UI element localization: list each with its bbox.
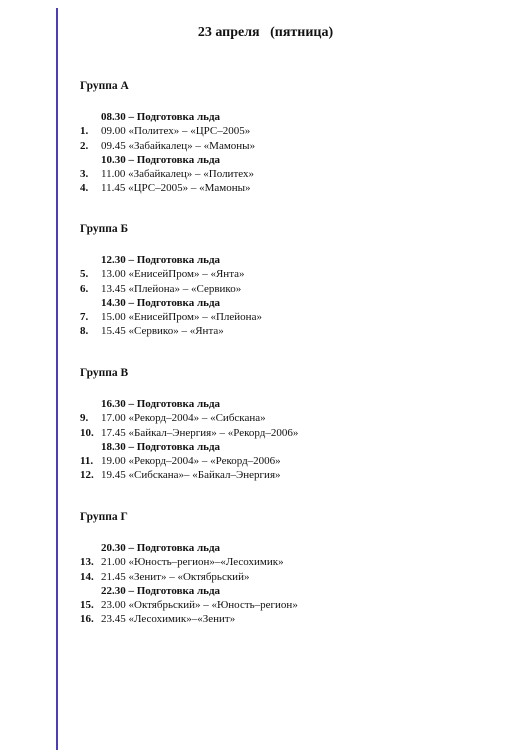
row-text: 19.45 «Сибскана»– «Байкал–Энергия» <box>101 469 281 482</box>
row-text: 15.00 «ЕнисейПром» – «Плейона» <box>101 311 262 324</box>
group-g-section <box>80 509 298 627</box>
ice-prep-row <box>80 397 221 411</box>
row-text: 09.45 «Забайкалец» – «Мамоны» <box>101 139 256 152</box>
group-schedule <box>80 253 262 339</box>
group-heading: Группа В <box>80 367 129 379</box>
ice-prep-row <box>80 541 221 555</box>
ice-prep-row <box>80 110 221 124</box>
row-text: 11.00 «Забайкалец» – «Политех» <box>101 168 254 181</box>
match-row <box>80 139 256 153</box>
row-text: 15.45 «Сервико» – «Янта» <box>101 325 224 338</box>
row-number: 8. <box>80 325 89 338</box>
row-number: 7. <box>80 311 89 324</box>
match-row <box>80 612 236 626</box>
row-text: 12.30 – Подготовка льда <box>101 254 221 266</box>
group-schedule <box>80 397 299 483</box>
ice-prep-row <box>80 153 221 167</box>
group-schedule <box>80 541 298 627</box>
match-row <box>80 598 298 612</box>
row-number: 10. <box>80 426 94 439</box>
row-text: 20.30 – Подготовка льда <box>101 542 221 554</box>
row-text: 23.00 «Октябрьский» – «Юность–регион» <box>101 599 298 612</box>
row-number: 2. <box>80 139 89 152</box>
group-heading: Группа Г <box>80 511 128 523</box>
match-row <box>80 411 266 425</box>
row-text: 22.30 – Подготовка льда <box>101 584 221 597</box>
group-heading: Группа А <box>80 80 129 92</box>
row-text: 21.00 «Юность–регион»–«Лесохимик» <box>101 556 284 569</box>
group-heading: Группа Б <box>80 223 129 235</box>
row-text: 10.30 – Подготовка льда <box>101 153 221 166</box>
margin-line <box>56 8 58 750</box>
row-text: 21.45 «Зенит» – «Октябрьский» <box>101 570 250 583</box>
row-text: 13.00 «ЕнисейПром» – «Янта» <box>101 268 245 281</box>
row-number: 9. <box>80 412 89 425</box>
row-number: 13. <box>80 556 94 569</box>
match-row <box>80 181 251 195</box>
group-a-section <box>80 78 256 196</box>
row-text: 18.30 – Подготовка льда <box>101 440 221 453</box>
row-text: 09.00 «Политех» – «ЦРС–2005» <box>101 125 251 138</box>
row-number: 15. <box>80 599 94 612</box>
row-text: 08.30 – Подготовка льда <box>101 111 221 123</box>
row-number: 4. <box>80 182 89 195</box>
ice-prep-row <box>80 253 221 267</box>
ice-prep-row <box>80 296 221 310</box>
row-number: 6. <box>80 282 89 295</box>
row-text: 19.00 «Рекорд–2004» – «Рекорд–2006» <box>101 455 281 468</box>
row-text: 23.45 «Лесохимик»–«Зенит» <box>101 613 236 626</box>
row-text: 14.30 – Подготовка льда <box>101 296 221 309</box>
match-row <box>80 570 250 584</box>
group-v-section <box>80 365 299 483</box>
ice-prep-row <box>80 440 221 454</box>
match-row <box>80 426 299 440</box>
match-row <box>80 555 284 569</box>
match-row <box>80 124 251 138</box>
match-row <box>80 267 245 281</box>
row-text: 11.45 «ЦРС–2005» – «Мамоны» <box>101 182 251 195</box>
row-number: 14. <box>80 570 94 583</box>
row-text: 17.00 «Рекорд–2004» – «Сибскана» <box>101 412 266 425</box>
match-row <box>80 454 281 468</box>
row-number: 1. <box>80 125 89 138</box>
match-row <box>80 310 262 324</box>
group-b-section <box>80 221 262 339</box>
row-number: 11. <box>80 455 94 468</box>
row-text: 13.45 «Плейона» – «Сервико» <box>101 282 242 295</box>
row-number: 5. <box>80 268 89 281</box>
match-row <box>80 167 254 181</box>
match-row <box>80 468 281 482</box>
row-text: 16.30 – Подготовка льда <box>101 398 221 410</box>
row-number: 16. <box>80 613 94 626</box>
row-number: 3. <box>80 168 89 181</box>
ice-prep-row <box>80 584 221 598</box>
match-row <box>80 282 242 296</box>
row-text: 17.45 «Байкал–Энергия» – «Рекорд–2006» <box>101 426 299 439</box>
page-title: 23 апреля (пятница) <box>197 25 334 40</box>
match-row <box>80 324 224 338</box>
row-number: 12. <box>80 469 94 482</box>
group-schedule <box>80 110 256 196</box>
